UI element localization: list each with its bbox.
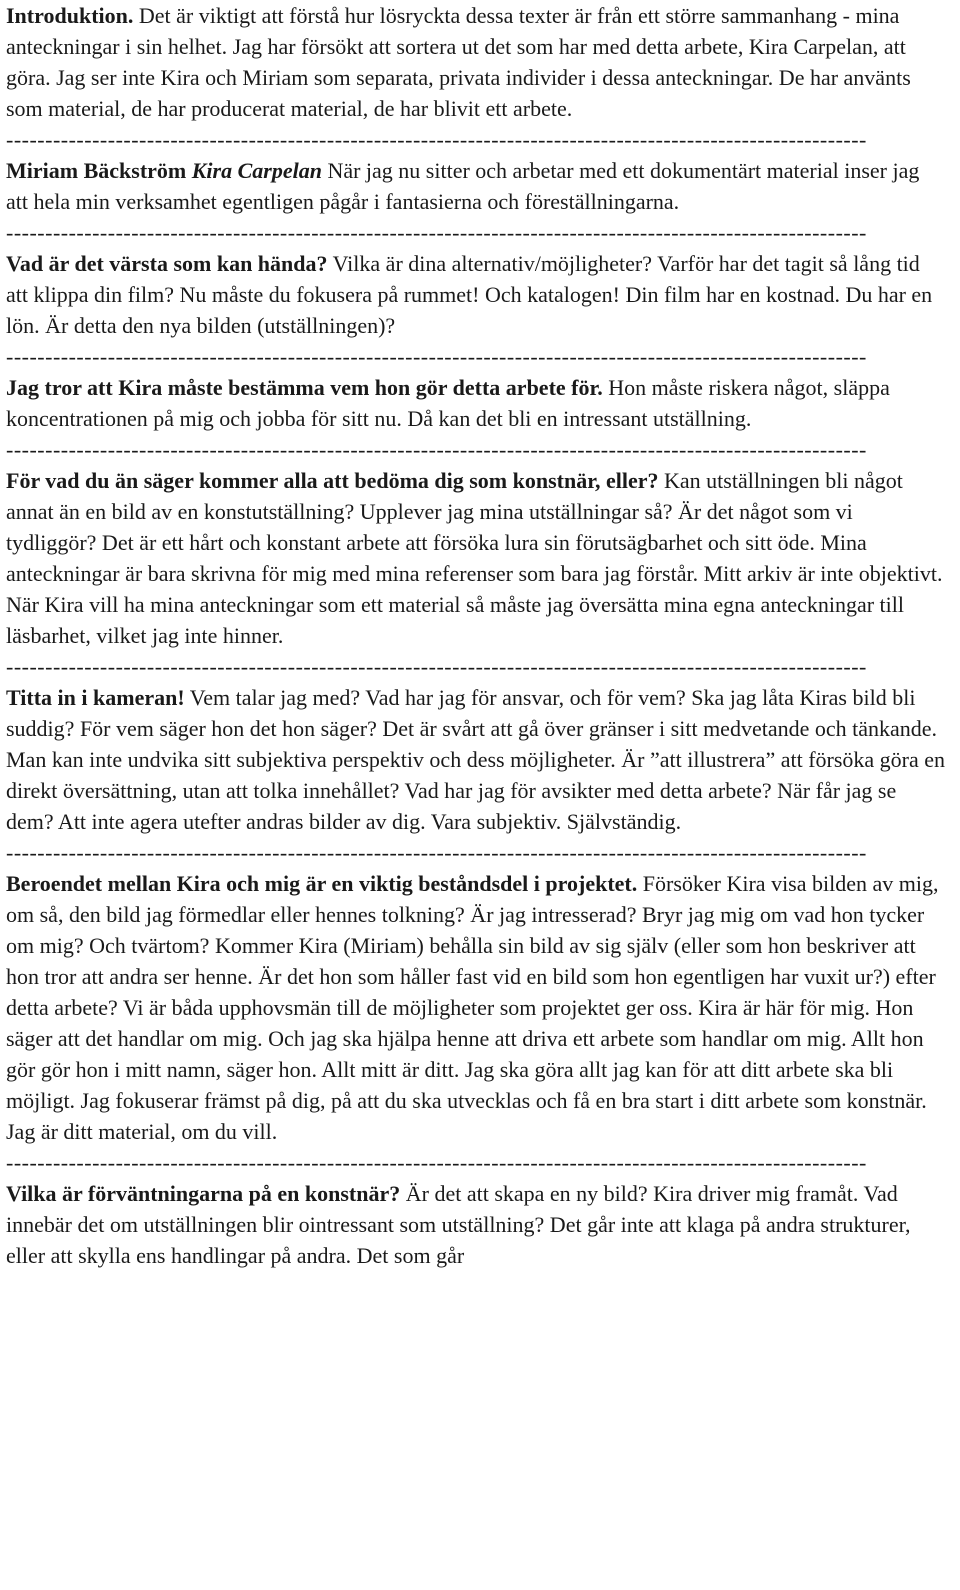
decide-text: Hon måste riskera något, släppa koncentrationen på mig och jobba för sitt nu. Då kan det bli en intressant utställning.	[6, 375, 890, 431]
separator-line: --------------------------------------------------------------------------------------------------------------	[6, 344, 867, 369]
separator-line: --------------------------------------------------------------------------------------------------------------	[6, 437, 867, 462]
intro-text: Det är viktigt att förstå hur lösryckta dessa texter är från ett större sammanhang - mina anteckningar i sin helhet. Jag har försökt att sortera ut det som har med detta arbete, Kira Carpelan, att göra. Jag ser inte Kira och Miriam som separata, privata individer i dessa anteckningar. De har använts som material, de har producerat material, de har blivit ett arbete.	[6, 3, 911, 121]
intro-paragraph	[6, 0, 946, 124]
separator-line: --------------------------------------------------------------------------------------------------------------	[6, 127, 867, 152]
judge-paragraph	[6, 465, 946, 651]
judge-text: Kan utställningen bli något annat än en bild av en konstutställning? Upplever jag mina utställningar så? Är det något som vi tydliggör? Det är ett hårt och konstant arbete att försöka lura sin förutsägbarhet och sitt öde. Mina anteckningar är bara skrivna för mig med mina referenser som bara jag förstår. Mitt arkiv är inte objektivt. När Kira vill ha mina anteckningar som ett material så måste jag översätta mina egna anteckningar till läsbarhet, vilket jag inte hinner.	[6, 468, 943, 648]
expectations-text: Är det att skapa en ny bild? Kira driver mig framåt. Vad innebär det om utställningen blir ointressant som utställning? Det går inte att klaga på andra strukturer, eller att skylla ens handlingar på andra. Det som går	[6, 1181, 911, 1268]
dependence-text: Försöker Kira visa bilden av mig, om så, den bild jag förmedlar eller hennes tolkning? Är jag intresserad? Bryr jag mig om vad hon tycker om mig? Och tvärtom? Kommer Kira (Miriam) behålla sin bild av sig själv (eller som hon beskriver att hon tror att andra ser henne. Är det hon som håller fast vid en bild som hon egentligen har vuxit ur?) efter detta arbete? Vi är båda upphovsmän till de möjligheter som projektet ger oss. Kira är här för mig. Hon säger att det handlar om mig. Och jag ska hjälpa henne att driva ett arbete som handlar om mig. Allt hon gör gör hon i mitt namn, säger hon. Allt mitt är ditt. Jag ska göra allt jag kan för att ditt arbete ska bli möjligt. Jag fokuserar främst på dig, på att du ska utvecklas och få en bra start i ditt arbete som konstnär. Jag är ditt material, om du vill.	[6, 871, 939, 1144]
expectations-heading: Vilka är förväntningarna på en konstnär?	[6, 1181, 401, 1206]
author-name-miriam: Miriam Bäckström	[6, 158, 187, 183]
author-name-kira: Kira Carpelan	[191, 158, 322, 183]
names-paragraph	[6, 155, 946, 217]
separator-line: --------------------------------------------------------------------------------------------------------------	[6, 220, 867, 245]
expectations-paragraph	[6, 1178, 946, 1271]
separator-line: --------------------------------------------------------------------------------------------------------------	[6, 654, 867, 679]
worst-text: Vilka är dina alternativ/möjligheter? Varför har det tagit så lång tid att klippa din film? Nu måste du fokusera på rummet! Och katalogen! Din film har en kostnad. Du har en lön. Är detta den nya bilden (utställningen)?	[6, 251, 933, 338]
decide-heading: Jag tror att Kira måste bestämma vem hon gör detta arbete för.	[6, 375, 603, 400]
document-page	[6, 0, 946, 1271]
camera-heading: Titta in i kameran!	[6, 685, 185, 710]
judge-heading: För vad du än säger kommer alla att bedöma dig som konstnär, eller?	[6, 468, 659, 493]
camera-text: Vem talar jag med? Vad har jag för ansvar, och för vem? Ska jag låta Kiras bild bli suddig? För vem säger hon det hon säger? Det är svårt att gå över gränser i sitt medvetande och tänkande. Man kan inte undvika sitt subjektiva perspektiv och dess möjligheter. Är ”att illustrera” att försöka göra en direkt översättning, utan att tolka innehållet? Vad har jag för avsikter med detta arbete? När får jag se dem? Att inte agera utefter andras bilder av dig. Vara subjektiv. Självständig.	[6, 685, 946, 834]
camera-paragraph	[6, 682, 946, 837]
decide-paragraph	[6, 372, 946, 434]
separator-line: --------------------------------------------------------------------------------------------------------------	[6, 1150, 867, 1175]
dependence-heading: Beroendet mellan Kira och mig är en viktig beståndsdel i projektet.	[6, 871, 638, 896]
separator-line: --------------------------------------------------------------------------------------------------------------	[6, 840, 867, 865]
worst-paragraph	[6, 248, 946, 341]
dependence-paragraph	[6, 868, 946, 1147]
worst-heading: Vad är det värsta som kan hända?	[6, 251, 328, 276]
intro-heading: Introduktion.	[6, 3, 134, 28]
names-text: När jag nu sitter och arbetar med ett dokumentärt material inser jag att hela min verksamhet egentligen pågår i fantasierna och föreställningarna.	[6, 158, 920, 214]
